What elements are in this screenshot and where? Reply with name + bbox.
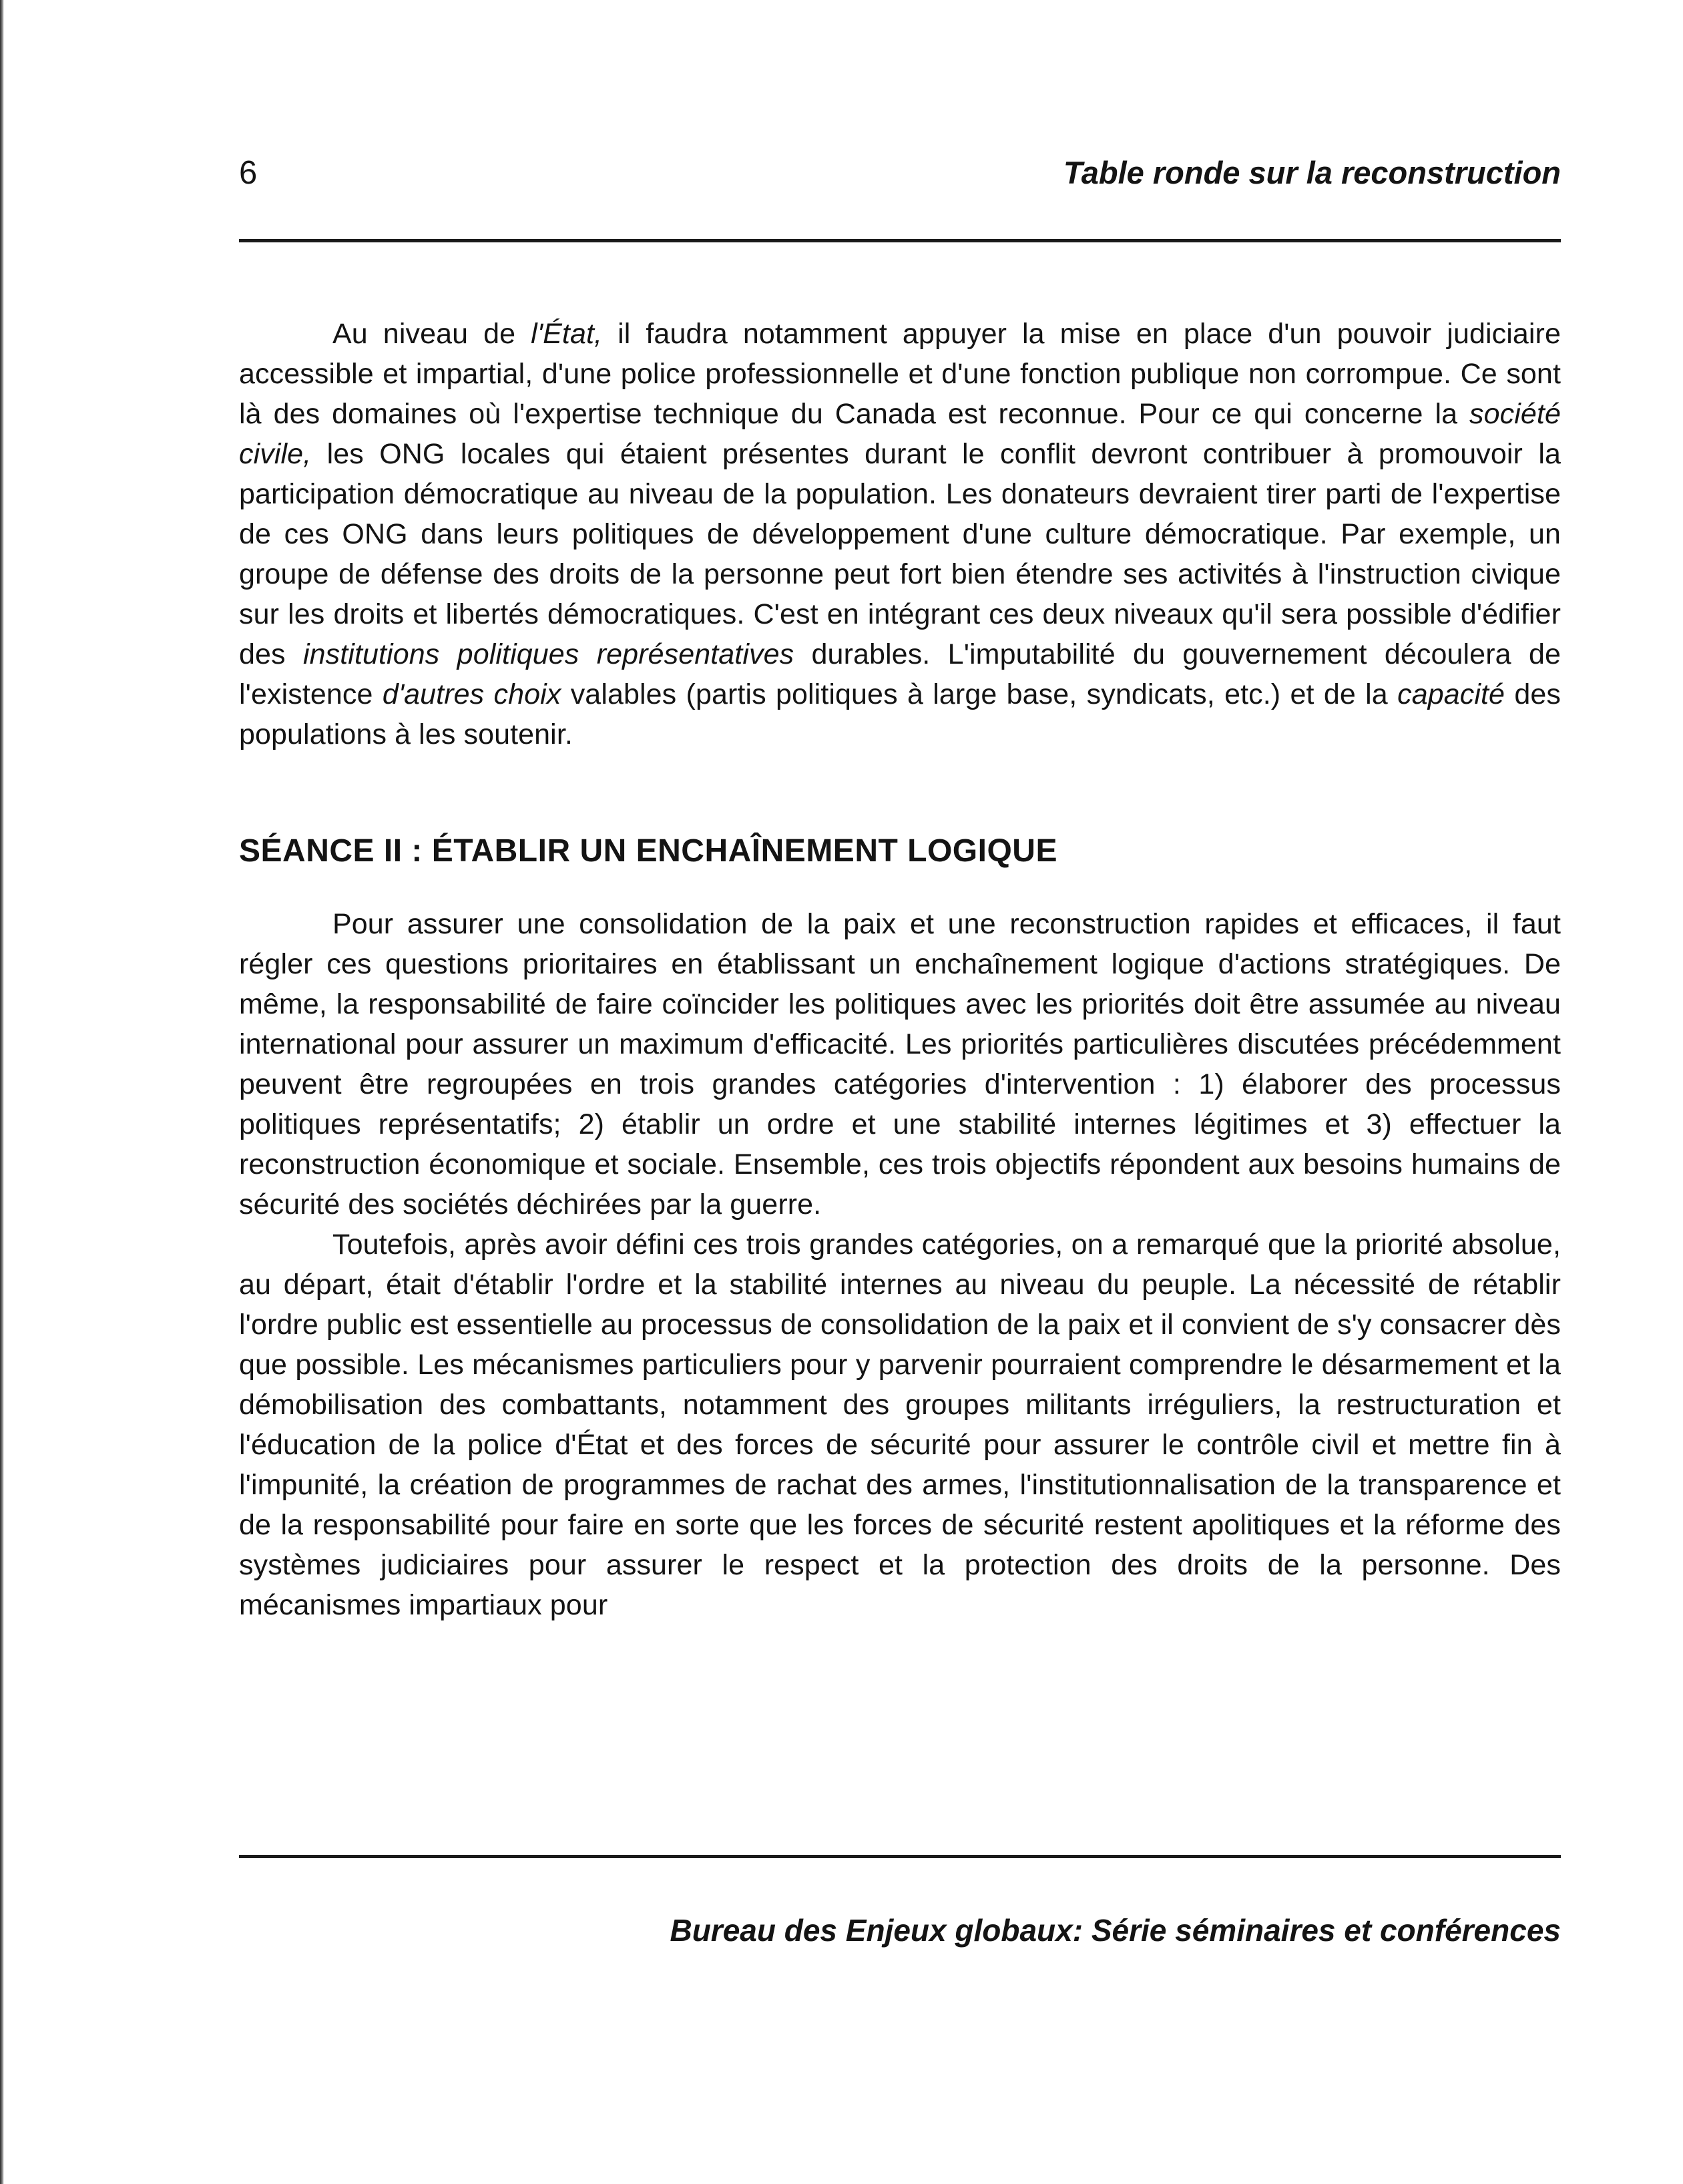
emphasis-autres-choix: d'autres choix bbox=[382, 678, 561, 710]
paragraph-etat-societe-civile bbox=[239, 314, 1561, 754]
footer-rule bbox=[239, 1855, 1561, 1858]
scan-edge bbox=[0, 0, 4, 2184]
text-run: il faudra notamment appuyer la mise en place d'un pouvoir judiciaire accessible et impartial, d'une police professionnelle et d'une fonction publique non corrompue. Ce sont là des domaines où l'expertise technique du Canada est reconnue. Pour ce qui concerne la bbox=[239, 318, 1561, 430]
text-run: Au niveau de bbox=[332, 318, 531, 350]
document-page bbox=[239, 0, 1561, 2184]
emphasis-capacite: capacité bbox=[1397, 678, 1505, 710]
text-run: valables (partis politiques à large base, syndicats, etc.) et de la bbox=[561, 678, 1398, 710]
paragraph-priorite-absolue: Toutefois, après avoir défini ces trois grandes catégories, on a remarqué que la priorité absolue, au départ, était d'établir l'ordre et la stabilité internes au niveau du peuple. La nécessité de rétablir l'ordre public est essentielle au processus de consolidation de la paix et il convient de s'y consacrer dès que possible. Les mécanismes particuliers pour y parvenir pourraient comprendre le désarmement et la démobilisation des combattants, notamment des groupes militants irréguliers, la restructuration et l'éducation de la police d'État et des forces de sécurité pour assurer le contrôle civil et mettre fin à l'impunité, la création de programmes de rachat des armes, l'institutionnalisation de la transparence et de la responsabilité pour faire en sorte que les forces de sécurité restent apolitiques et la réforme des systèmes judiciaires pour assurer le respect et la protection des droits de la personne. Des mécanismes impartiaux pour bbox=[239, 1229, 1561, 1621]
text-run: des populations à les soutenir. bbox=[239, 678, 1561, 750]
section-heading: SÉANCE II : ÉTABLIR UN ENCHAÎNEMENT LOGIQUE bbox=[239, 833, 1057, 869]
running-header bbox=[239, 150, 1561, 196]
page-number: 6 bbox=[239, 155, 258, 191]
text-run: durables. L'imputabilité du gouvernement découlera de l'existence bbox=[239, 638, 1561, 710]
footer-title: Bureau des Enjeux globaux: Série séminaires et conférences bbox=[670, 1913, 1561, 1948]
emphasis-institutions: institutions politiques représentatives bbox=[302, 638, 794, 670]
text-run: les ONG locales qui étaient présentes durant le conflit devront contribuer à promouvoir la participation démocratique au niveau de la population. Les donateurs devraient tirer parti de l'expertise de ces ONG dans leurs politiques de développement d'une culture démocratique. Par exemple, un groupe de défense des droits de la personne peut fort bien étendre ses activités à l'instruction civique sur les droits et libertés démocratiques. C'est en intégrant ces deux niveaux qu'il sera possible d'édifier des bbox=[239, 438, 1561, 670]
paragraph-enchainement: Pour assurer une consolidation de la paix et une reconstruction rapides et efficaces, il faut régler ces questions prioritaires en établissant un enchaînement logique d'actions stratégiques. De même, la responsabilité de faire coïncider les politiques avec les priorités doit être assumée au niveau international pour assurer un maximum d'efficacité. Les priorités particulières discutées précédemment peuvent être regroupées en trois grandes catégories d'intervention : 1) élaborer des processus politiques représentatifs; 2) établir un ordre et une stabilité internes légitimes et 3) effectuer la reconstruction économique et sociale. Ensemble, ces trois objectifs répondent aux besoins humains de sécurité des sociétés déchirées par la guerre. bbox=[239, 908, 1561, 1221]
header-rule bbox=[239, 239, 1561, 242]
body-text bbox=[239, 314, 1561, 1625]
header-title: Table ronde sur la reconstruction bbox=[1063, 155, 1561, 190]
emphasis-societe-civile: société civile, bbox=[239, 398, 1561, 470]
emphasis-etat: l'État, bbox=[531, 318, 603, 350]
